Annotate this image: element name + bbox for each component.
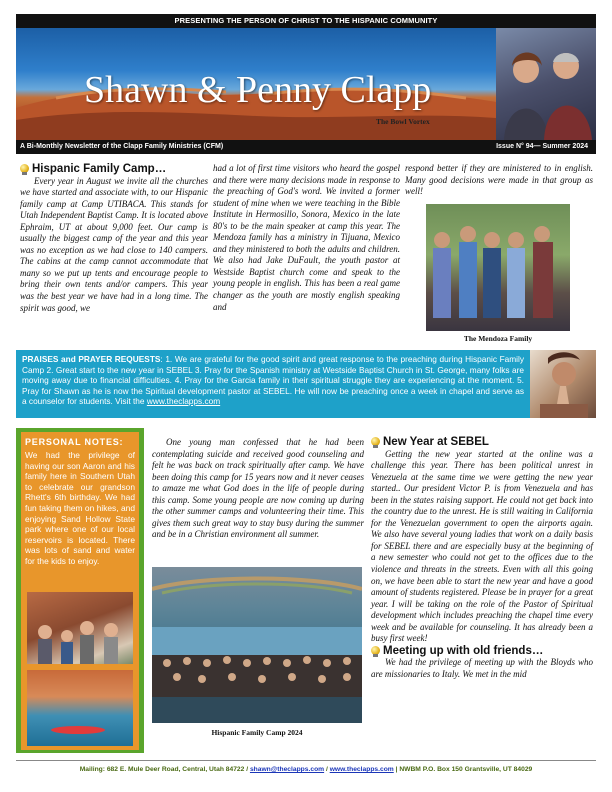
sebel-heading [371,437,593,449]
footer-separator: / [325,766,328,773]
family-hike-photo-art [27,592,133,664]
website-link[interactable]: www.theclapps.com [146,396,221,406]
lightbulb-icon [20,164,29,175]
mendoza-family-photo-art [426,204,570,331]
personal-notes-title: PERSONAL NOTES: [25,437,124,447]
personal-notes-box [16,428,144,753]
footer-email-link[interactable]: shawn@theclapps.com [249,766,325,773]
newsletter-subtitle: A Bi-Monthly Newsletter of the Clapp Family Ministries (CFM) [20,143,224,150]
camp-text-col-2: had a lot of first time visitors who heard the gospel and there were many decisions made in response to the preaching of God's word. We invited a former student of mine when we were teaching in the Bible Institute in Hermosillo, Sonora, Mexico in the late 80's to be the main speaker at camp this year. The Mendoza family has a ministry in Tijuana, Mexico and they ministered to both the adults and children. We also had Jake DuFault, the youth pastor at Westside Baptist church come and speak to the young people in english. This has been a real game changer as the youth are mostly english speaking and [213,163,400,312]
tagline: PRESENTING THE PERSON OF CHRIST TO THE HISPANIC COMMUNITY [174,16,438,25]
camp-text-col-1: Every year in August we invite all the churches we have started and associate with, to our Hispanic family camp at Camp UTIBACA. This stands for Utah Independent Baptist Camp. It is located above Ephraim, UT at about 9,000 feet. Our camp is usually the biggest camp of the year and this year was no exception as we had close to 140 campers. The cabins at the camp cannot accommodate that many so we put up tents and encourage people to bring their own tents and/or campers. This year was the best year we have had in a long time. The spirit was good, we [20,175,208,313]
paddleboard-shape [51,726,105,734]
sebel-heading-text: New Year at SEBEL [383,436,489,448]
praise-title: PRAISES and PRAYER REQUESTS [22,354,161,364]
sebel-article [371,437,593,680]
camp-text-col-3: respond better if they are ministered to in english. Many good decisions were made in that group as well! [405,163,593,197]
sebel-text: Getting the new year started at the online was a challenge this year. There has been political unrest in Venezuela at the same time we were getting the new year started.. Our president Victor P. is from Venezuela and has been in the states raising support. He could not get back into the country due to the unrest. He is still waiting in California for the Venezuelan government to open the airports again. We also have several young ladies that work on a daily basis for SEBEL there and are especially busy at the beginning of a new semester who could not get to the offices due to the violence and threats in the streets. Even with all this going on, we have been able to start the new year and have a good amount of students registered. Please be in prayer for a great year. I will be taking on the role of the Pastor of Spiritual development which includes preaching the chapel time every week and be available for counseling. It has already been a busy first week! [371,448,593,644]
mendoza-photo-caption: The Mendoza Family [463,334,533,343]
paddleboard-photo [27,670,133,746]
camp-photo-caption: Hispanic Family Camp 2024 [211,728,303,737]
banner [16,28,596,140]
footer-divider [16,760,596,761]
family-hike-photo [27,592,133,664]
lightbulb-icon [371,437,380,448]
praise-body: : 1. We are grateful for the good spirit and great response to the preaching during Hispanic Family Camp 2. Great start to the new year in SEBEL 3. Pray for the Spanish ministry at Westside Baptist Church in St. George, many folks are moving away due to financial difficulties. 4. Pray for the Garcia family in their spiritual struggle they are experiencing at the moment. 5. Pray for Shawn as he is now the Spiritual development pastor at SEBEL. He will now be preaching once a week in chapel and serve as a counselor for students. Visit the [22,354,525,406]
camp-heading-text: Hispanic Family Camp… [32,163,167,175]
camp-continued-text: One young man confessed that he had been contemplating suicide and received good counseling and felt he was back on track spiritually after camp. We have been doing this camp for 15 years now and it never ceases to amaze me what God does in the life of people during this camp. Some young people are now coming up during the other summer camps and volunteering their time. This gives them such great way to stay busy during the summer and be in a Christian environment all summer. [152,437,364,540]
newsletter-title: Shawn & Penny Clapp [84,69,432,111]
friends-heading [371,646,593,658]
camp-article-continued [152,437,364,541]
personal-notes-text: We had the privilege of having our son Aaron and his family here in Southern Utah to celebrate our grandson Rhett's 6th birthday. We had fun taking them on hikes, and enjoying Sand Hollow State park where one of our local reservoirs is located. There was lots of sand and water for the kids to enjoy. [25,450,135,566]
footer-nwbm: | NWBM P.O. Box 150 Grantsville, UT 84029 [395,766,533,773]
praise-prayer-box [16,350,530,418]
praying-hands-photo-art [530,350,596,418]
footer-website-link[interactable]: www.theclapps.com [329,766,394,773]
camp-heading [20,164,208,176]
footer [16,766,596,773]
mendoza-family-photo [426,204,570,331]
subtitle-bar [16,140,596,154]
couple-photo-art [496,28,596,140]
footer-mailing: Mailing: 682 E. Mule Deer Road, Central, Utah 84722 / [79,766,249,773]
personal-notes-panel [21,432,139,750]
camp-group-photo [152,567,362,723]
friends-heading-text: Meeting up with old friends… [383,644,544,657]
lightbulb-icon [371,646,380,657]
friends-text: We had the privilege of meeting up with the Bloyds who are missionaries to Italy. We met in the mid [371,657,593,679]
camp-article-col-3 [405,163,593,198]
issue-label: Issue N° 94— Summer 2024 [496,143,588,150]
couple-photo [496,28,596,140]
tagline-bar [16,14,596,28]
praying-hands-photo [530,350,596,418]
camp-article-col-2 [213,163,400,313]
camp-group-photo-art [152,567,362,723]
banner-caption: The Bowl Vortex [376,117,430,126]
camp-article-col-1 [20,164,208,314]
